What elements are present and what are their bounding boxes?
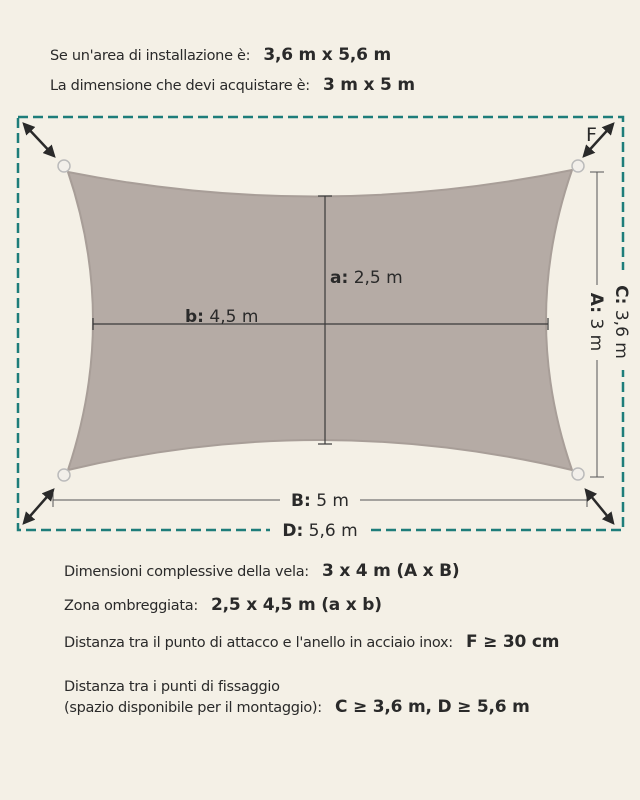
B-dimension: B: 5 m (291, 491, 349, 511)
spec-value: 2,5 x 4,5 m (a x b) (211, 595, 382, 615)
spec-value: F ≥ 30 cm (465, 632, 560, 652)
area-label: Se un'area di installazione è: (50, 48, 251, 64)
ring-icon (58, 469, 70, 481)
spec-label: Distanza tra i punti di fissaggio (64, 679, 280, 695)
spec-label: Zona ombreggiata: (64, 598, 198, 614)
shade-sail (68, 170, 572, 470)
D-dimension: D: 5,6 m (282, 521, 358, 541)
area-value: 3,6 m x 5,6 m (263, 45, 392, 65)
spec-label: Dimensioni complessive della vela: (64, 564, 309, 580)
spec-fixing-title (64, 676, 280, 695)
spec-overall (64, 561, 459, 581)
double-arrow-icon (24, 490, 53, 523)
C-dimension: C: 3,6 m (611, 285, 631, 359)
spec-label: Distanza tra il punto di attacco e l'anello in acciaio inox: (64, 635, 453, 651)
a-dimension: a: 2,5 m (330, 268, 403, 288)
spec-value: 3 x 4 m (A x B) (321, 561, 460, 581)
buy-value: 3 m x 5 m (322, 75, 415, 95)
spec-f-distance (64, 632, 559, 652)
f-label: F (586, 124, 597, 146)
ring-icon (572, 468, 584, 480)
double-arrow-icon (24, 124, 54, 156)
A-dimension: A: 3 m (586, 292, 606, 352)
spec-shade (64, 595, 382, 615)
ring-icon (58, 160, 70, 172)
buy-label: La dimensione che devi acquistare è: (50, 78, 310, 94)
b-dimension: b: 4,5 m (185, 307, 259, 327)
spec-fixing (64, 697, 530, 717)
spec-value: C ≥ 3,6 m, D ≥ 5,6 m (334, 697, 530, 717)
ring-icon (572, 160, 584, 172)
double-arrow-icon (586, 490, 613, 523)
spec-label: (spazio disponibile per il montaggio): (64, 700, 322, 716)
